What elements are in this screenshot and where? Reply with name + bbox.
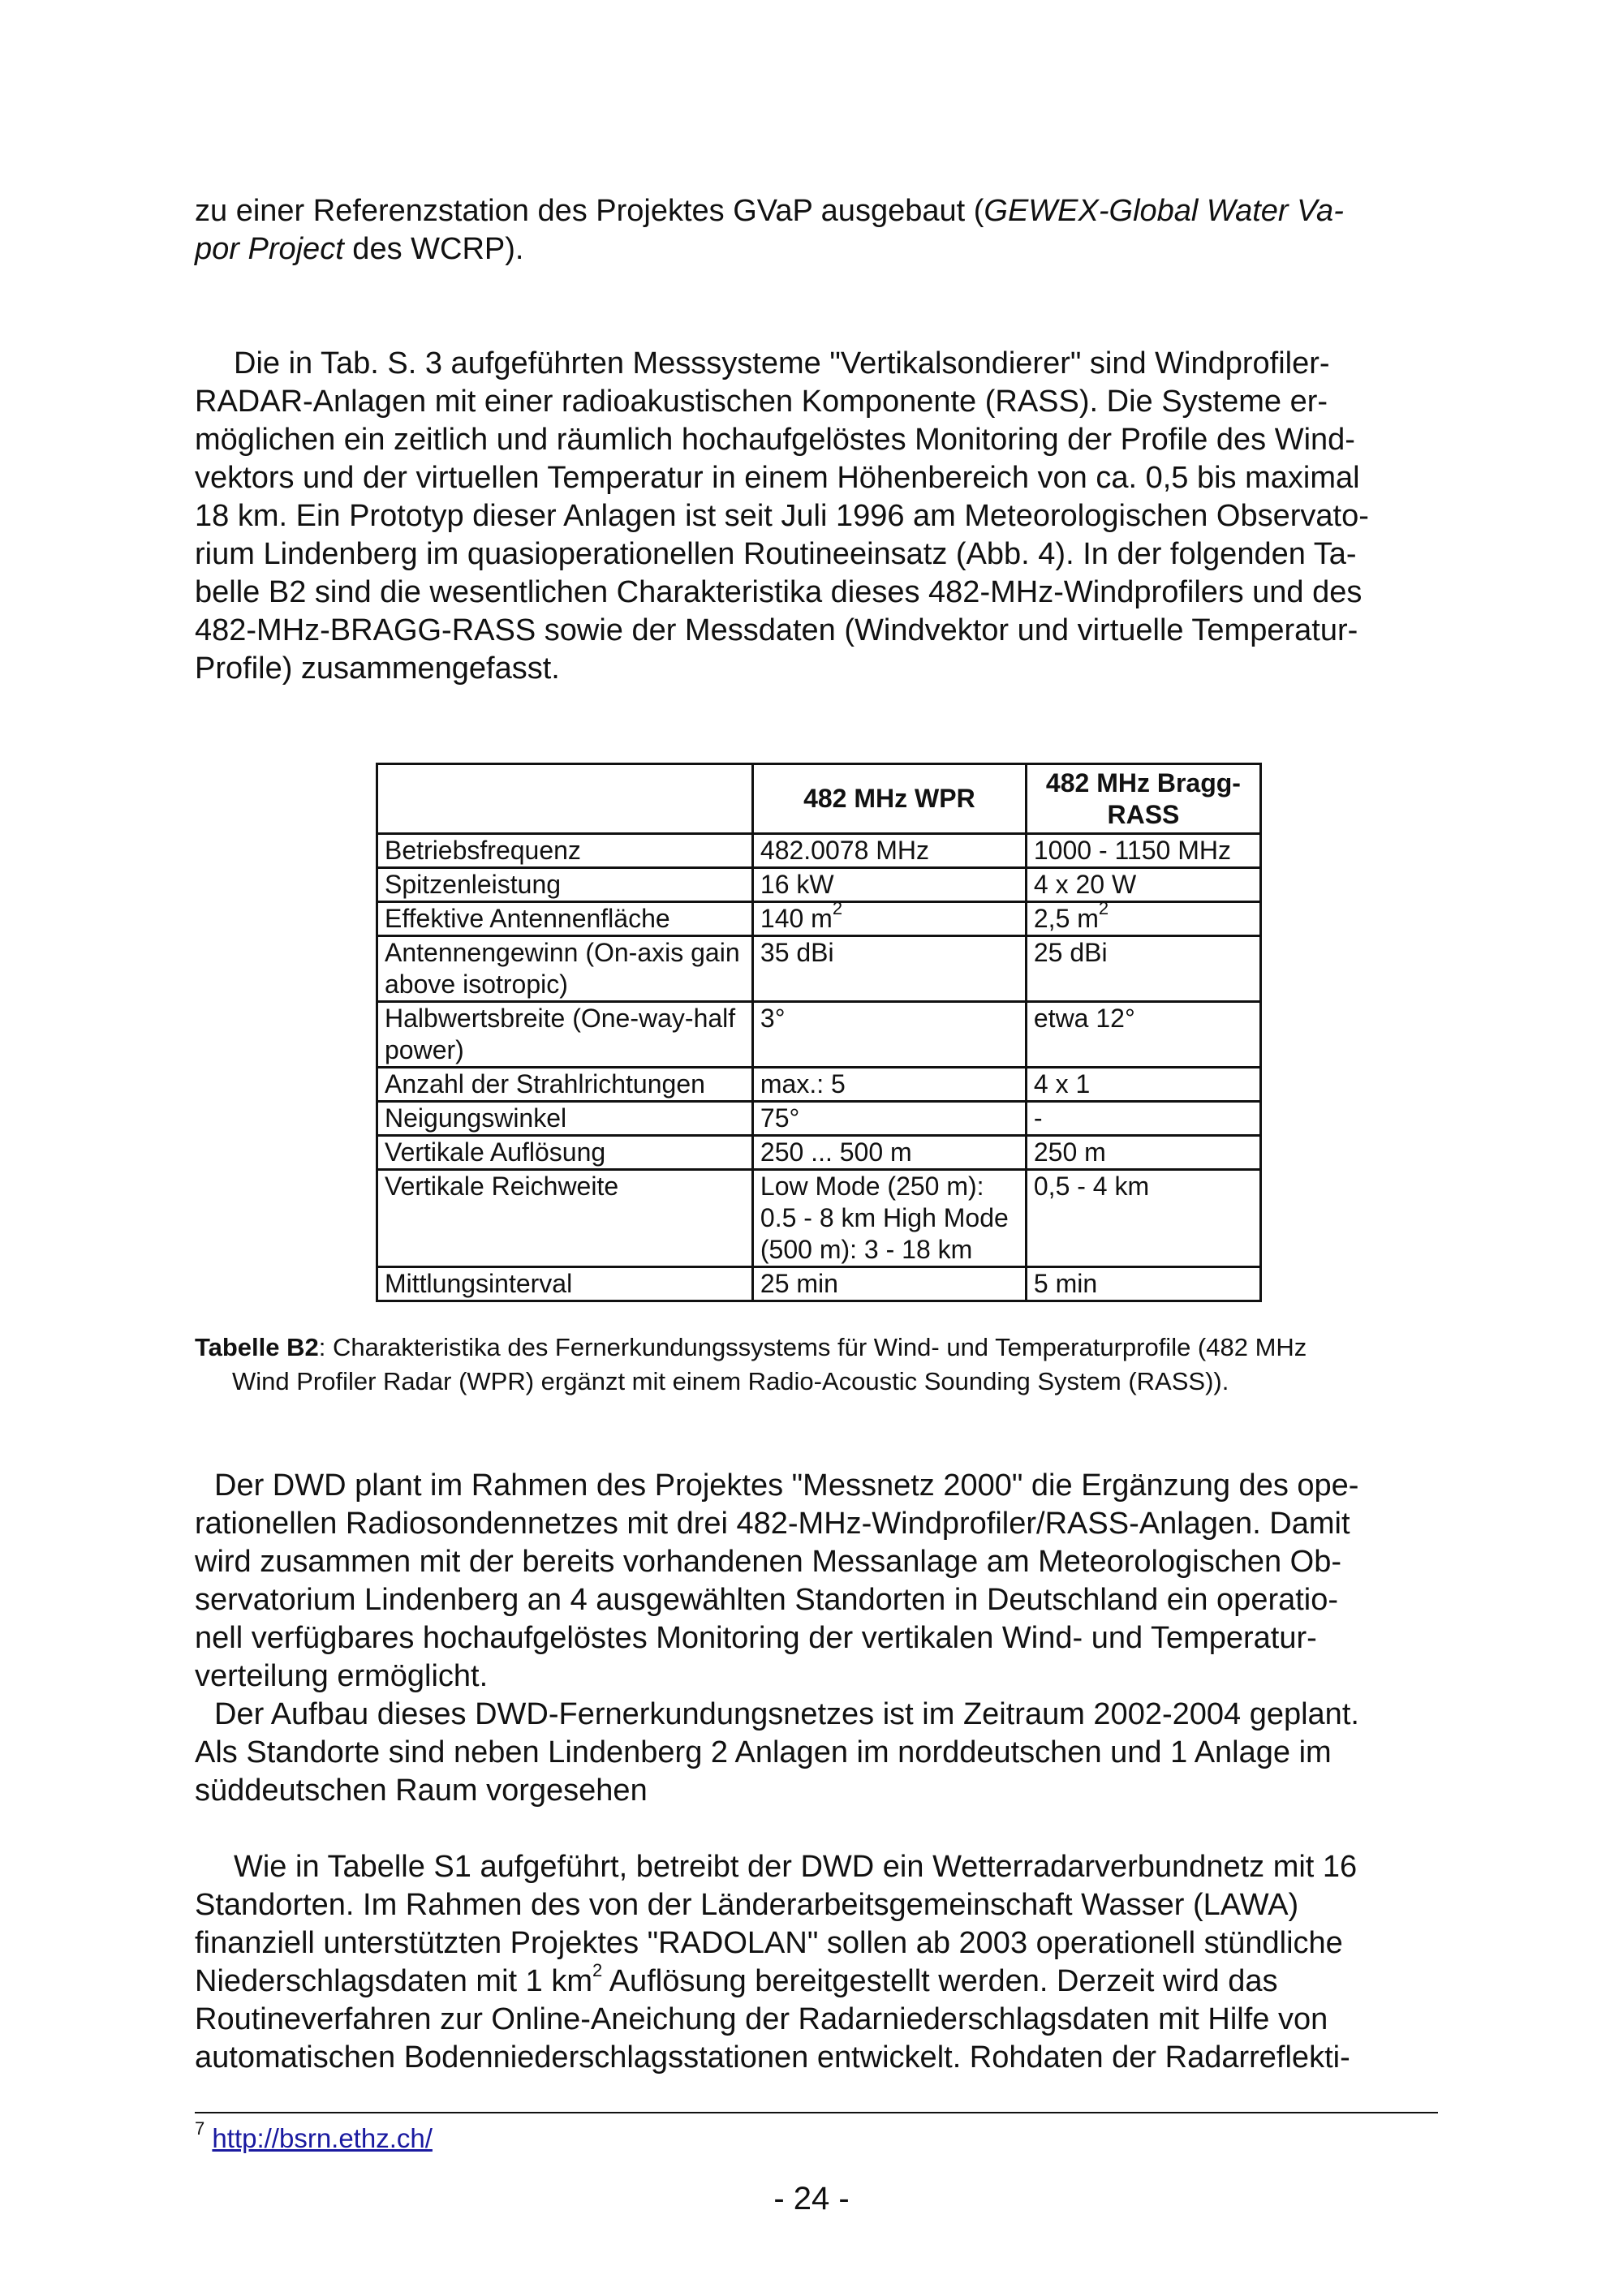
table-row — [377, 1002, 1261, 1068]
wpr-value: 250 ... 500 m — [752, 1136, 1026, 1170]
text-line: belle B2 sind die wesentlichen Charakteristika dieses 482-MHz-Windprofilers und des — [195, 575, 1363, 609]
text-line: wird zusammen mit der bereits vorhandenen Messanlage am Meteorologischen Ob- — [195, 1545, 1342, 1579]
caption-line: Wind Profiler Radar (WPR) ergänzt mit einem Radio-Acoustic Sounding System (RASS)). — [232, 1367, 1229, 1395]
row-label: Betriebsfrequenz — [377, 834, 753, 868]
text-line: Der DWD plant im Rahmen des Projektes "Messnetz 2000" die Ergänzung des ope- — [214, 1468, 1359, 1503]
text-line: Wie in Tabelle S1 aufgeführt, betreibt der DWD ein Wetterradarverbundnetz mit 16 — [234, 1850, 1358, 1884]
rass-value: 250 m — [1026, 1136, 1260, 1170]
rass-value: 4 x 1 — [1026, 1068, 1260, 1102]
rass-value: 0,5 - 4 km — [1026, 1170, 1260, 1267]
wpr-value: 482.0078 MHz — [752, 834, 1026, 868]
paragraph-messnetz — [195, 1467, 1444, 1696]
caption-label: Tabelle B2 — [195, 1333, 319, 1361]
table-caption — [195, 1331, 1461, 1399]
text-line — [195, 192, 1444, 230]
italic-text: GEWEX-Global Water Va- — [984, 194, 1344, 228]
table-row — [377, 936, 1261, 1002]
wpr-value: 75° — [752, 1102, 1026, 1136]
table-header-wpr: 482 MHz WPR — [752, 764, 1026, 834]
table-row — [377, 1267, 1261, 1301]
text-line: rium Lindenberg im quasioperationellen Routineeinsatz (Abb. 4). In der folgenden Ta- — [195, 537, 1357, 571]
row-label: Antennengewinn (On-axis gain above isotropic) — [377, 936, 753, 1002]
text-line: Als Standorte sind neben Lindenberg 2 Anlagen im norddeutschen und 1 Anlage im — [195, 1735, 1332, 1769]
page-number: - 24 - — [773, 2181, 850, 2216]
row-label: Mittlungsinterval — [377, 1267, 753, 1301]
row-label: Halbwertsbreite (One-way-half power) — [377, 1002, 753, 1068]
table-row — [377, 1102, 1261, 1136]
text-line: möglichen ein zeitlich und räumlich hochaufgelöstes Monitoring der Profile des Wind- — [195, 423, 1355, 457]
value-text: 140 m — [760, 904, 833, 933]
footnote-number: 7 — [195, 2118, 205, 2139]
text-line: Profile) zusammengefasst. — [195, 651, 560, 686]
paragraph-radolan — [195, 1848, 1444, 2077]
text-line: automatischen Bodenniederschlagsstationen entwickelt. Rohdaten der Radarreflekti- — [195, 2040, 1350, 2075]
row-label: Vertikale Reichweite — [377, 1170, 753, 1267]
rass-value: 25 dBi — [1026, 936, 1260, 1002]
wpr-value: 35 dBi — [752, 936, 1026, 1002]
table-header-row — [377, 764, 1261, 834]
spec-table — [376, 763, 1262, 1302]
table-header-empty — [377, 764, 753, 834]
text-line: nell verfügbares hochaufgelöstes Monitoring der vertikalen Wind- und Temperatur- — [195, 1621, 1317, 1655]
superscript: 2 — [592, 1960, 603, 1981]
text-line: 18 km. Ein Prototyp dieser Anlagen ist seit Juli 1996 am Meteorologischen Observato- — [195, 499, 1369, 533]
wpr-value: max.: 5 — [752, 1068, 1026, 1102]
row-label: Anzahl der Strahlrichtungen — [377, 1068, 753, 1102]
text-line: servatorium Lindenberg an 4 ausgewählten Standorten in Deutschland ein operatio- — [195, 1583, 1339, 1617]
footnote-divider — [195, 2112, 1438, 2113]
row-label: Spitzenleistung — [377, 868, 753, 902]
text-line: verteilung ermöglicht. — [195, 1659, 489, 1693]
caption-text: : Charakteristika des Fernerkundungssystems für Wind- und Temperaturprofile (482 MHz — [318, 1333, 1307, 1361]
footnote — [195, 2118, 433, 2156]
superscript: 2 — [832, 898, 843, 919]
rass-value: 4 x 20 W — [1026, 868, 1260, 902]
table-row — [377, 1068, 1261, 1102]
text-line: Die in Tab. S. 3 aufgeführten Messsysteme "Vertikalsondierer" sind Windprofiler- — [234, 346, 1330, 381]
paragraph-aufbau — [195, 1696, 1444, 1810]
paragraph-gvap — [195, 192, 1444, 269]
table-row — [377, 902, 1261, 936]
superscript: 2 — [1098, 898, 1109, 919]
wpr-value: 25 min — [752, 1267, 1026, 1301]
rass-value — [1026, 898, 1260, 936]
text-span: des WCRP). — [343, 232, 524, 266]
table-row — [377, 1170, 1261, 1267]
table-row — [377, 834, 1261, 868]
footnote-link[interactable]: http://bsrn.ethz.ch/ — [212, 2123, 433, 2153]
text-line: rationellen Radiosondennetzes mit drei 482-MHz-Windprofiler/RASS-Anlagen. Damit — [195, 1507, 1350, 1541]
row-label: Vertikale Auflösung — [377, 1136, 753, 1170]
value-text: 2,5 m — [1033, 904, 1099, 933]
text-span: Auflösung bereitgestellt werden. Derzeit wird das — [602, 1964, 1278, 1998]
wpr-value: 16 kW — [752, 868, 1026, 902]
italic-text: por Project — [195, 232, 344, 266]
text-line: Der Aufbau dieses DWD-Fernerkundungsnetzes ist im Zeitraum 2002-2004 geplant. — [214, 1697, 1359, 1731]
table-header-rass: 482 MHz Bragg-RASS — [1026, 764, 1260, 834]
row-label: Effektive Antennenfläche — [377, 902, 753, 936]
text-line: finanziell unterstützten Projektes "RADOLAN" sollen ab 2003 operationell stündliche — [195, 1926, 1343, 1960]
text-line: 482-MHz-BRAGG-RASS sowie der Messdaten (Windvektor und virtuelle Temperatur- — [195, 613, 1358, 647]
table-row — [377, 1136, 1261, 1170]
rass-value: 1000 - 1150 MHz — [1026, 834, 1260, 868]
text-line: süddeutschen Raum vorgesehen — [195, 1774, 648, 1808]
rass-value: 5 min — [1026, 1267, 1260, 1301]
text-span: zu einer Referenzstation des Projektes GVaP ausgebaut ( — [195, 194, 984, 228]
wpr-value: 3° — [752, 1002, 1026, 1068]
text-line: vektors und der virtuellen Temperatur in einem Höhenbereich von ca. 0,5 bis maximal — [195, 461, 1360, 495]
text-line: Standorten. Im Rahmen des von der Länderarbeitsgemeinschaft Wasser (LAWA) — [195, 1888, 1299, 1922]
wpr-value — [752, 898, 1026, 936]
caption-line — [195, 1331, 1461, 1365]
paragraph-vertikalsondierer — [195, 345, 1444, 688]
rass-value: etwa 12° — [1026, 1002, 1260, 1068]
text-span: Niederschlagsdaten mit 1 km — [195, 1964, 592, 1998]
wpr-value: Low Mode (250 m): 0.5 - 8 km High Mode (500 m): 3 - 18 km — [752, 1170, 1026, 1267]
text-line — [195, 230, 1444, 269]
table-row — [377, 868, 1261, 902]
rass-value: - — [1026, 1102, 1260, 1136]
text-line — [195, 1960, 1444, 2001]
text-line: Routineverfahren zur Online-Aneichung der Radarniederschlagsdaten mit Hilfe von — [195, 2002, 1328, 2036]
text-line: RADAR-Anlagen mit einer radioakustischen Komponente (RASS). Die Systeme er- — [195, 385, 1328, 419]
row-label: Neigungswinkel — [377, 1102, 753, 1136]
